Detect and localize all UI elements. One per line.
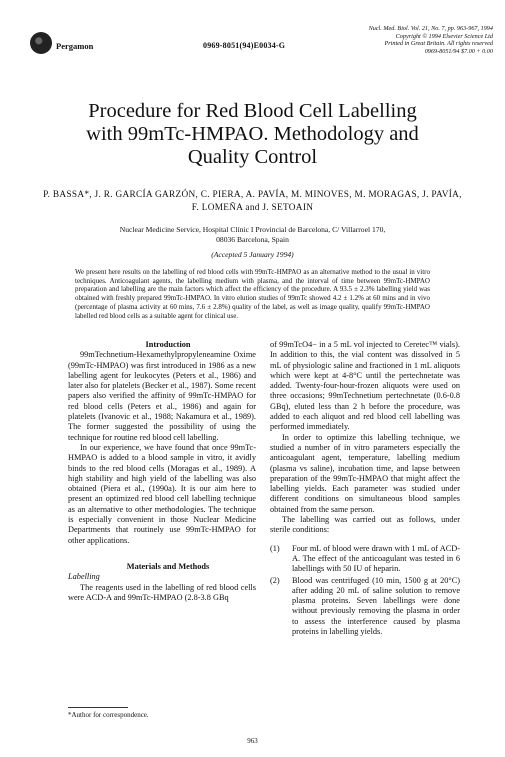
step-text: Four mL of blood were drawn with 1 mL of ACD-A. The effect of the anticoagulant was tested in 6 labellings with 50 IU of heparin.	[292, 543, 460, 574]
section-heading-methods: Materials and Methods	[126, 561, 210, 571]
title-line: with 99mTc-HMPAO. Methodology and	[86, 123, 419, 145]
article-title	[0, 100, 505, 169]
affiliation-line: 08036 Barcelona, Spain	[216, 235, 289, 244]
publisher-name: Pergamon	[56, 41, 94, 51]
body-paragraph: In order to optimize this labelling technique, we studied a number of in vitro parameters especially the anticoagulant agent, temperature, labelling medium (plasma vs saline), incubation time, and lapse between preparation of the 99mTc-HMPAO that might affect the labelling yields. Each parameter was studied under different conditions on simultaneous blood samples obtained from the same person.	[270, 432, 460, 514]
body-paragraph: The labelling was carried out as follows, under sterile conditions:	[270, 515, 460, 535]
procedure-steps	[270, 544, 460, 638]
journal-meta-line: Copyright © 1994 Elsevier Science Ltd	[395, 32, 493, 40]
title-line: Procedure for Red Blood Cell Labelling	[88, 100, 417, 122]
title-line: Quality Control	[187, 146, 318, 168]
journal-meta	[303, 25, 493, 55]
journal-header	[0, 24, 505, 64]
footnote-divider	[68, 707, 128, 708]
affiliation-line: Nuclear Medicine Service, Hospital Clínic I Provincial de Barcelona, C/ Villarroel 170,	[119, 225, 386, 234]
step-number: (2)	[270, 575, 280, 585]
journal-meta-line: Nucl. Med. Biol. Vol. 21, No. 7, pp. 963-967, 1994	[368, 25, 493, 32]
page-number: 963	[247, 737, 258, 745]
journal-meta-line: Printed in Great Britain. All rights reserved	[384, 40, 493, 48]
procedure-step	[270, 544, 460, 575]
procedure-step	[270, 576, 460, 638]
footnote: *Author for correspondence.	[68, 711, 149, 719]
author-list: P. BASSA*, J. R. GARCÍA GARZÓN, C. PIERA, A. PAVÍA, M. MINOVES, M. MORAGAS, J. PAVÍA, F. LOMEÑA and J. SETOAIN	[43, 190, 462, 213]
affiliation	[80, 225, 425, 245]
body-paragraph: 99mTechnetium-Hexamethylpropyleneamine Oxime (99mTc-HMPAO) was first introduced in 1986 as a new labelling agent for leukocytes (Peters et al., 1986) and later also for platelets (Becker et al., 1987). Some recent papers also verified the affinity of 99mTc-HMPAO for red blood cells (Peters et al., 1986) and again for platelets (Ivanovic et al., 1988; Nakamura et al., 1989). The former suggested the possibility of using the technique for routine red blood cell labelling.	[68, 350, 256, 442]
step-number: (1)	[270, 543, 280, 553]
body-paragraph: The reagents used in the labelling of red blood cells were ACD-A and 99mTc-HMPAO (2.8-3.8 GBq	[68, 582, 256, 602]
body-paragraph: In our experience, we have found that once 99mTc-HMPAO is added to a blood sample in vitro, it avidly binds to the red blood cells (Moragas et al., 1989). A high stability and high yield of the labelling was also obtained (Piera et al., (1990a). It is our aim here to present an optimized red blood cell labelling technique as an alternative to other methodologies. The technique is especially convenient in those Nuclear Medicine Departments that routinely use 99mTc-HMPAO for other applications.	[68, 442, 256, 545]
section-heading-introduction: Introduction	[145, 340, 191, 349]
subsection-heading-labelling: Labelling	[68, 572, 100, 582]
journal-meta-line: 0969-8051/94 $7.00 + 0.00	[424, 47, 493, 55]
body-paragraph: of 99mTcO4− in a 5 mL vol injected to Ceretec™ vials). In addition to this, the vial content was dissolved in 5 mL of physiologic saline and fractioned in 1 mL aliquots which were kept at 4-8°C until the pertechnetate was added. Twenty-four-hour-frozen aliquots were used on three occasions; 99mTechnetium pertechnetate (0.6-0.8 GBq), eluted less than 2 h before the procedure, was added to each aliquot and red blood cell labelling was performed immediately.	[270, 340, 460, 432]
abstract: We present here results on the labelling of red blood cells with 99mTc-HMPAO as an alternative method to the usual in vitro techniques. Anticoagulant agents, the labelling medium with plasma, and the interval of time between 99mTc-HMPAO preparation and labelling are the main factors which affect the efficiency of the procedure. A 93.5 ± 2.3% labelling yield was obtained with freshly prepared 99mTc-HMPAO. In vitro elution studies of 99mTc showed 4.2 ± 1.2% at 60 mins and in vivo (percentage of plasma activity at 60 mins, 7.6 ± 2.8%) quality of the label, as well as image quality, qualify 99mTc-HMPAO labelled red blood cells as a suitable agent for clinical use.	[75, 268, 430, 320]
left-column	[68, 340, 256, 603]
right-column	[270, 340, 460, 638]
accepted-date: (Accepted 5 January 1994)	[211, 250, 294, 259]
step-text: Blood was centrifuged (10 min, 1500 g at 20°C) after adding 20 mL of saline solution to remove plasma proteins. Seven labellings were done without previously removing the plasma in order to assess the interference caused by plasma proteins in labelling yields.	[292, 575, 460, 637]
pergamon-logo-icon	[30, 32, 52, 54]
article-code: 0969-8051(94)E0034-G	[203, 41, 286, 50]
